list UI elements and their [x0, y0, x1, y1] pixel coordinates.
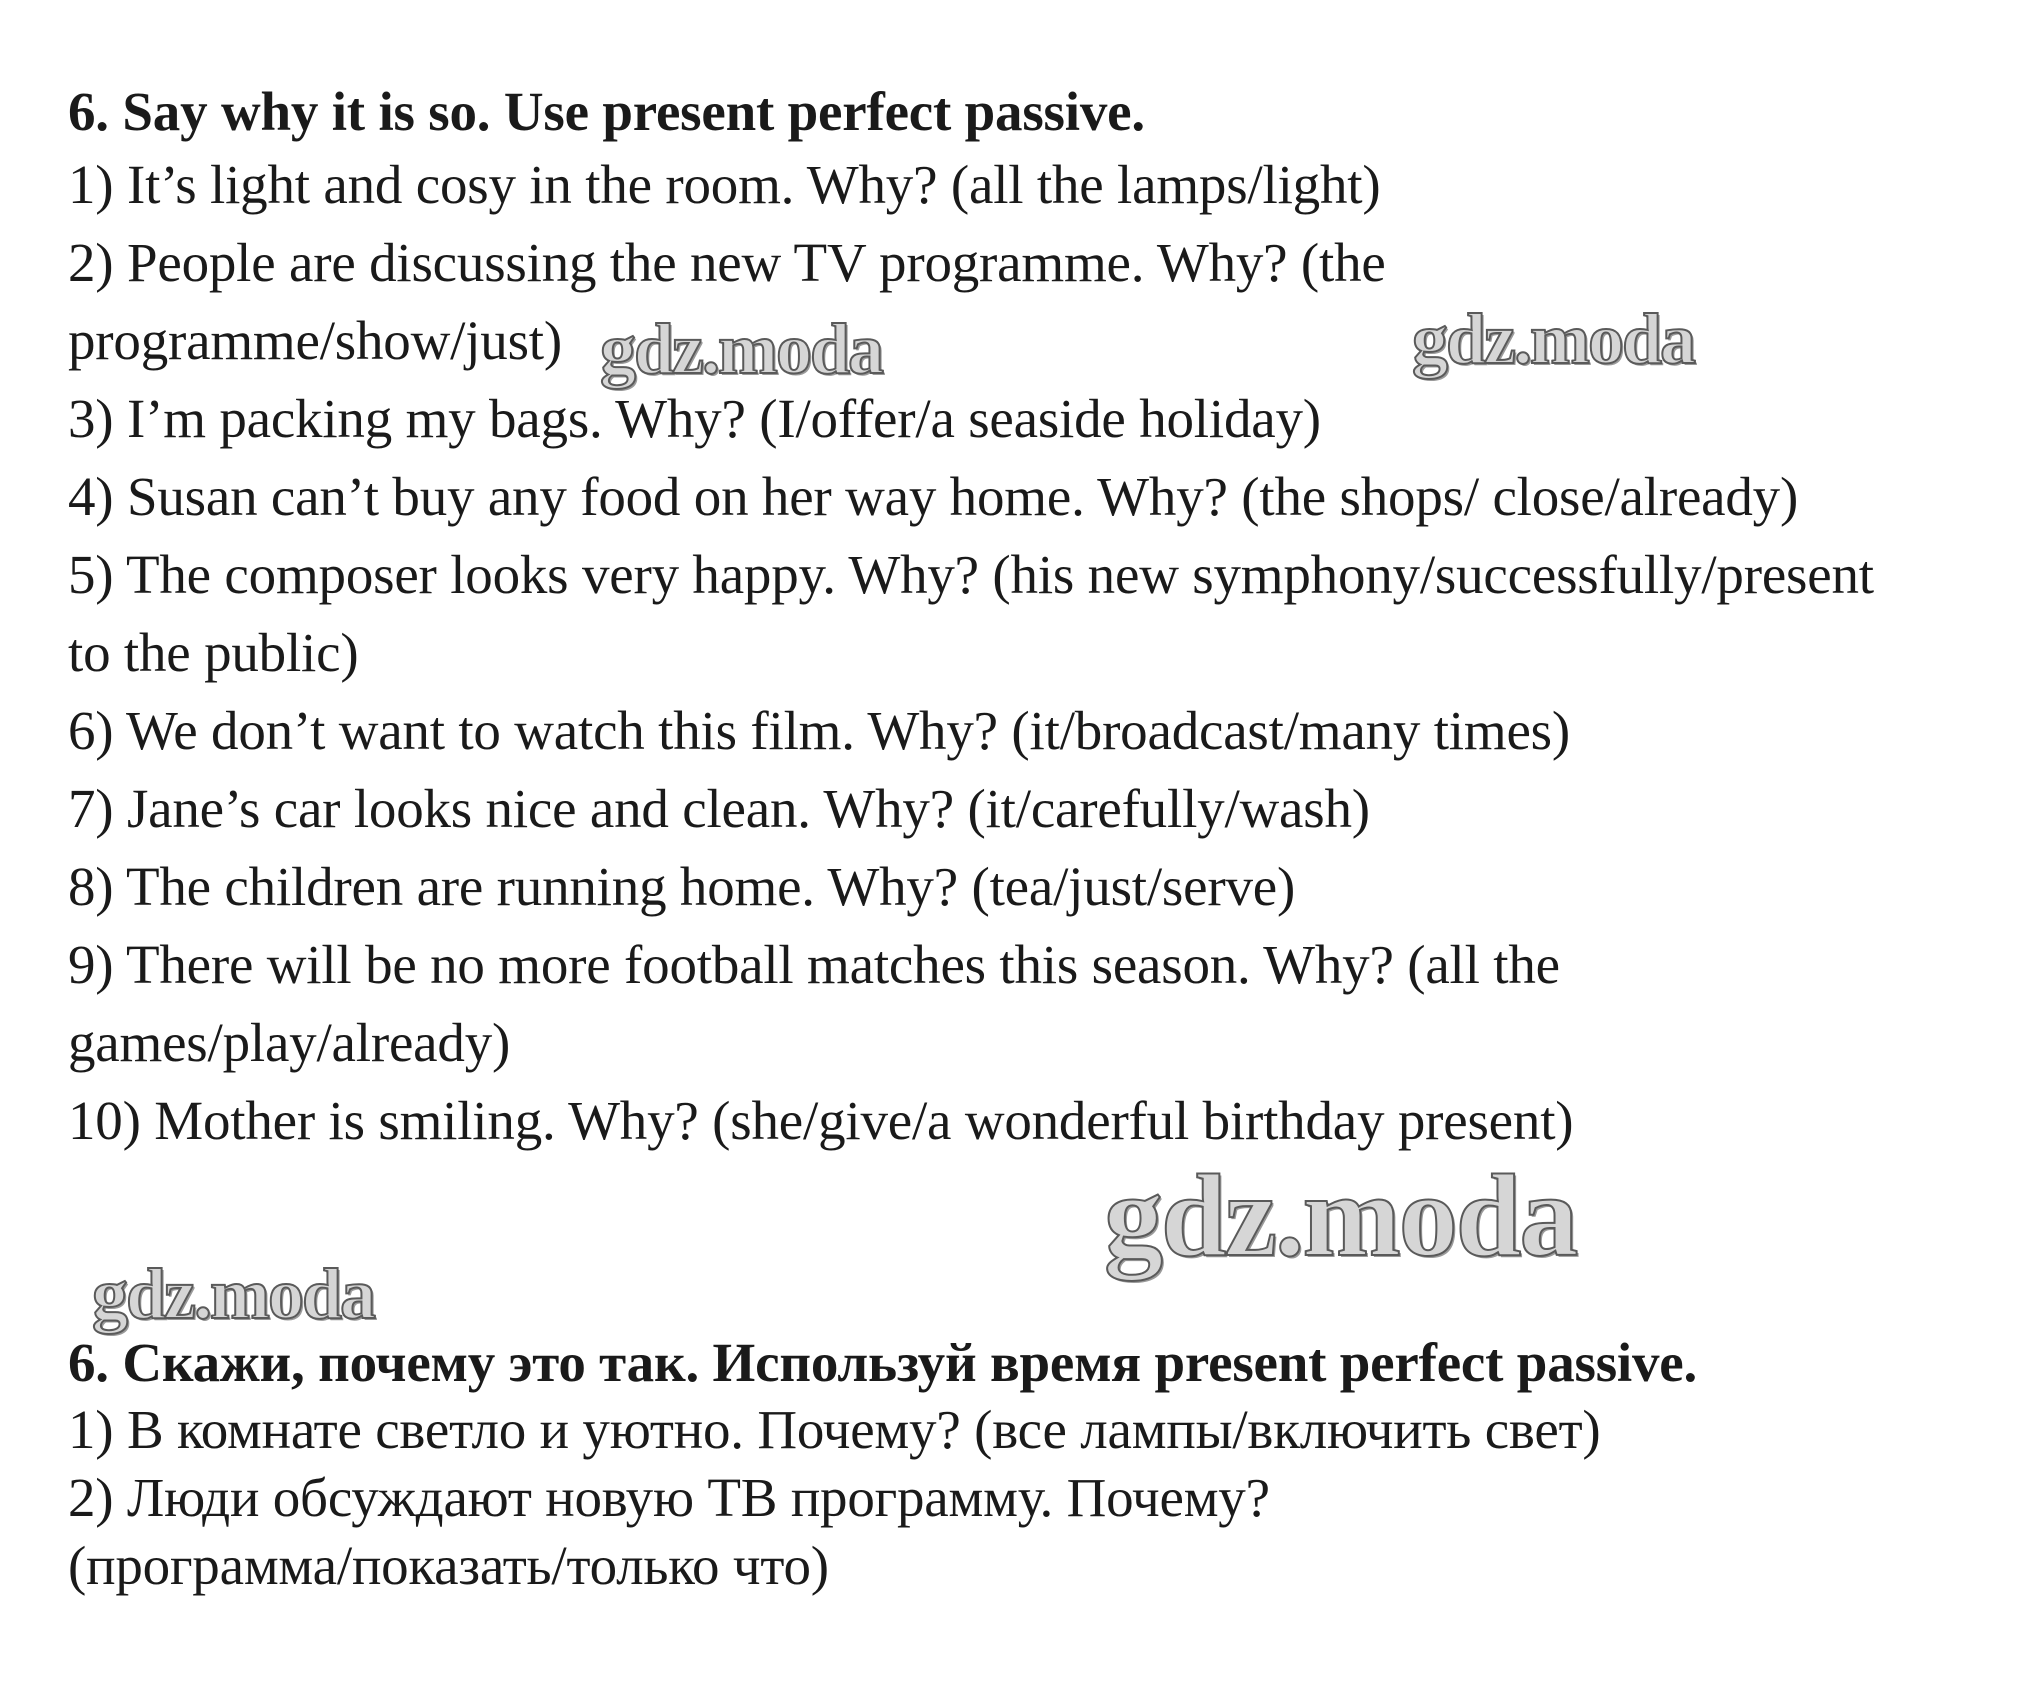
exercise-line-2: 2) People are discussing the new TV programme. Why? (the [68, 232, 1386, 293]
exercise-line-9-continued: games/play/already) [68, 1012, 511, 1073]
exercise-line-5-continued: to the public) [68, 622, 359, 683]
exercise-line-6: 6) We don’t want to watch this film. Why? (it/broadcast/many times) [68, 700, 1571, 761]
watermark-logo: gdz.moda [92, 1254, 375, 1334]
exercise-line-4: 4) Susan can’t buy any food on her way home. Why? (the shops/ close/already) [68, 466, 1799, 527]
exercise-line-3: 3) I’m packing my bags. Why? (I/offer/a seaside holiday) [68, 388, 1321, 449]
watermark-logo: gdz.moda [1104, 1150, 1577, 1281]
translation-line-2-continued: (программа/показать/только что) [68, 1535, 829, 1596]
watermark-logo: gdz.moda [600, 309, 883, 389]
translation-line-2: 2) Люди обсуждают новую ТВ программу. Почему? [68, 1467, 1270, 1528]
exercise-line-8: 8) The children are running home. Why? (tea/just/serve) [68, 856, 1296, 917]
exercise-heading-russian: 6. Скажи, почему это так. Используй время present perfect passive. [68, 1332, 1698, 1393]
exercise-line-2-continued: programme/show/just) [68, 310, 562, 371]
watermark-logo: gdz.moda [1412, 299, 1695, 379]
exercise-line-7: 7) Jane’s car looks nice and clean. Why? (it/carefully/wash) [68, 778, 1370, 839]
exercise-heading-english: 6. Say why it is so. Use present perfect passive. [68, 81, 1145, 142]
translation-line-1: 1) В комнате светло и уютно. Почему? (все лампы/включить свет) [68, 1399, 1601, 1460]
exercise-line-10: 10) Mother is smiling. Why? (she/give/a wonderful birthday present) [68, 1090, 1574, 1151]
exercise-line-1: 1) It’s light and cosy in the room. Why? (all the lamps/light) [68, 154, 1381, 215]
exercise-line-5: 5) The composer looks very happy. Why? (his new symphony/successfully/present [68, 544, 1874, 605]
exercise-line-9: 9) There will be no more football matches this season. Why? (all the [68, 934, 1560, 995]
